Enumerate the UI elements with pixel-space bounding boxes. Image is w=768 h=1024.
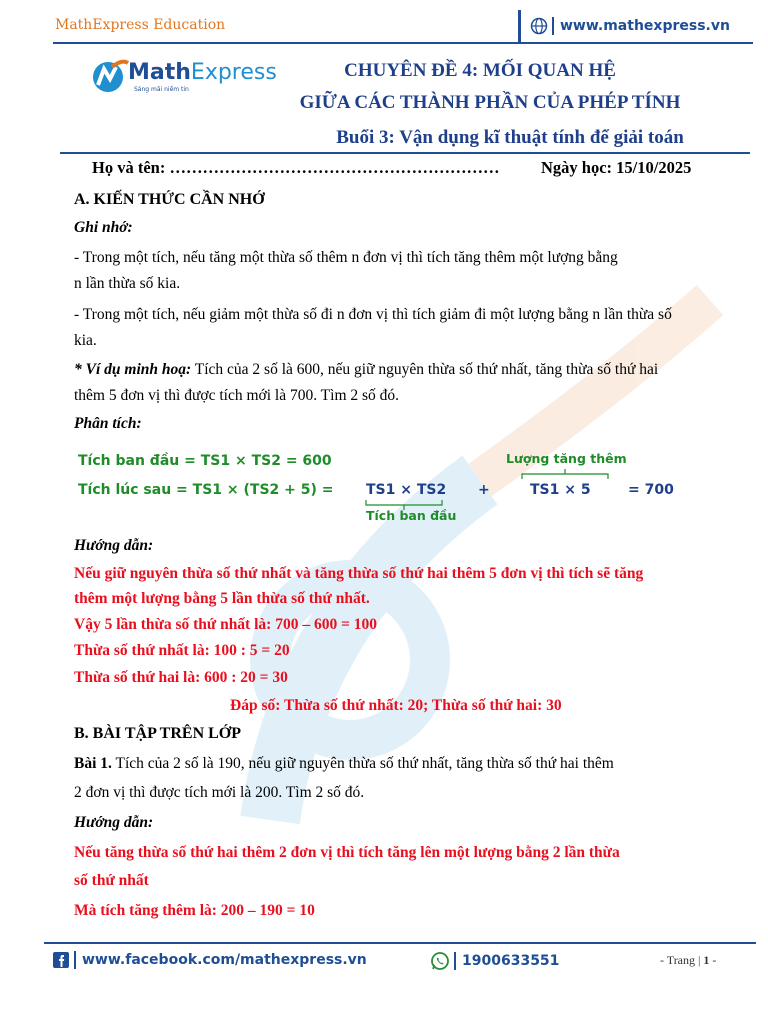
rule1-line2: n lần thừa số kia. [74,275,181,292]
header-divider [518,10,521,42]
guide-a-step2: Thừa số thứ nhất là: 100 : 5 = 20 [74,642,290,659]
topic-title-line1: CHUYÊN ĐỀ 4: MỐI QUAN HỆ [344,60,616,81]
page-prefix: - Trang [660,953,696,967]
section-b-heading: B. BÀI TẬP TRÊN LỚP [74,725,242,742]
facebook-text: www.facebook.com/mathexpress.vn [82,952,367,968]
analysis-plus: + [478,482,490,498]
example-line2: thêm 5 đơn vị thì được tích mới là 700. Tìm 2 số đó. [74,387,400,404]
title-rule [60,152,750,154]
website-link[interactable] [530,17,730,35]
example-line1 [74,358,754,382]
ex1-text: Tích của 2 số là 190, nếu giữ nguyên thừa số thứ nhất, tăng thừa số thứ hai thêm [115,755,614,772]
phone-text: 1900633551 [462,953,560,969]
mathexpress-logo-icon [90,55,130,95]
phone-separator [454,952,456,970]
page-suffix: - [712,953,717,967]
ex1-label: Bài 1. [74,755,112,772]
topic-title-line2: GIỮA CÁC THÀNH PHẦN CỦA PHÉP TÍNH [299,92,681,113]
facebook-separator [74,951,76,969]
guide-label-b: Hướng dẫn: [74,814,154,831]
guide-b-line3: Mà tích tăng thêm là: 200 – 190 = 10 [74,902,315,919]
rule2-line1: - Trong một tích, nếu giảm một thừa số đi n đơn vị thì tích giảm đi một lượng bằng n lần thừa số [74,306,672,323]
guide-a-line1: Nếu giữ nguyên thừa số thứ nhất và tăng thừa số thứ hai thêm 5 đơn vị thì tích sẽ tăng [74,565,644,582]
increase-brace [520,468,610,480]
ex1-line2: 2 đơn vị thì được tích mới là 200. Tìm 2 số đó. [74,784,365,801]
logo-wordmark [128,60,277,85]
analysis-row1: Tích ban đầu = TS1 × TS2 = 600 [78,453,332,469]
name-label: Họ và tên: …………………………………………………… [92,158,500,177]
page-number: - Trang | 1 - [660,953,717,967]
logo-express: Express [190,60,277,85]
lesson-title: Buổi 3: Vận dụng kĩ thuật tính để giải toán [336,127,684,148]
globe-icon [530,17,548,35]
footer-rule [44,942,756,944]
header-rule [53,42,753,44]
original-label: Tích ban đầu [366,508,457,523]
ex1-line1 [74,752,754,776]
section-a-heading: A. KIẾN THỨC CẦN NHỚ [74,191,265,208]
guide-a-line2: thêm một lượng bằng 5 lần thừa số thứ nhất. [74,590,370,607]
phone-link[interactable] [430,951,559,971]
student-info-row [92,158,692,178]
guide-a-step1: Vậy 5 lần thừa số thứ nhất là: 700 – 600 = 100 [74,616,378,633]
answer-a: Đáp số: Thừa số thứ nhất: 20; Thừa số thứ hai: 30 [230,697,562,714]
analysis-label: Phân tích: [74,415,142,432]
logo-tagline: Sáng mãi niềm tin [134,86,189,93]
facebook-icon [52,951,70,969]
guide-label-a: Hướng dẫn: [74,537,154,554]
increase-label: Lượng tăng thêm [506,451,627,466]
analysis-row2-eq: = 700 [628,482,674,498]
guide-a-step3: Thừa số thứ hai là: 600 : 20 = 30 [74,669,288,686]
example-label: * Ví dụ minh hoạ: [74,361,192,378]
analysis-row2-mid: TS1 × TS2 [366,482,447,498]
whatsapp-icon [430,951,450,971]
page-number-value: 1 [703,953,710,967]
rule2-line2: kia. [74,332,97,349]
date-label: Ngày học: 15/10/2025 [541,158,692,177]
guide-b-line1: Nếu tăng thừa số thứ hai thêm 2 đơn vị thì tích tăng lên một lượng bằng 2 lần thừa [74,844,620,861]
rule1-line1: - Trong một tích, nếu tăng một thừa số thêm n đơn vị thì tích tăng thêm một lượng bằng [74,249,618,266]
guide-b-line2: số thứ nhất [74,872,149,889]
website-separator [552,17,554,35]
logo-math: Math [128,60,191,85]
analysis-row2-left: Tích lúc sau = TS1 × (TS2 + 5) = [78,482,334,498]
note-label: Ghi nhớ: [74,219,133,236]
facebook-link[interactable] [52,951,367,969]
website-text: www.mathexpress.vn [560,18,730,34]
brand-name: MathExpress Education [55,17,226,33]
analysis-row2-right: TS1 × 5 [530,482,591,498]
example-text: Tích của 2 số là 600, nếu giữ nguyên thừa số thứ nhất, tăng thừa số thứ hai [194,361,659,378]
